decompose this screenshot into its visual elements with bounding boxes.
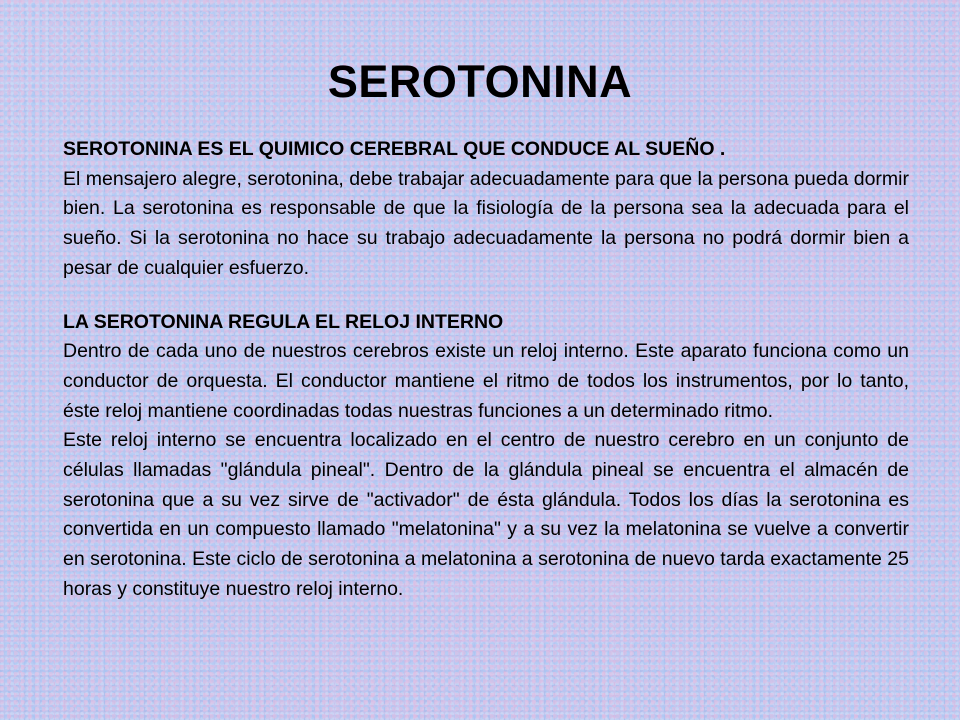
paragraph-clock-pineal: Este reloj interno se encuentra localizado en el centro de nuestro cerebro en un conjunto de células llamadas "glándula pineal". Dentro de la glándula pineal se encuentra el almacén de serotonina que a su vez sirve de "activador" de ésta glándula. Todos los días la serotonina es convertida en un compuesto llamado "melatonina" y a su vez la melatonina se vuelve a convertir en serotonina. Este ciclo de serotonina a melatonina a serotonina de nuevo tarda exactamente 25 horas y constituye nuestro reloj interno. (63, 429, 909, 600)
slide-title: SEROTONINA (327, 56, 633, 107)
slide-content (63, 135, 909, 605)
paragraph-sleep: El mensajero alegre, serotonina, debe trabajar adecuadamente para que la persona pueda dormir bien. La serotonina es responsable de que la fisiología de la persona sea la adecuada para el sueño. Si la serotonina no hace su trabajo adecuadamente la persona no podrá dormir bien a pesar de cualquier esfuerzo. (63, 167, 909, 279)
paragraph-clock-intro: Dentro de cada uno de nuestros cerebros existe un reloj interno. Este aparato funciona como un conductor de orquesta. El conductor mantiene el ritmo de todos los instrumentos, por lo tanto, éste reloj mantiene coordinadas todas nuestras funciones a un determinado ritmo. (63, 340, 909, 422)
section-heading-sleep: SEROTONINA ES EL QUIMICO CEREBRAL QUE CONDUCE AL SUEÑO . (63, 138, 726, 160)
section-heading-clock: LA SEROTONINA REGULA EL RELOJ INTERNO (63, 310, 504, 333)
section-spacer (63, 284, 909, 308)
